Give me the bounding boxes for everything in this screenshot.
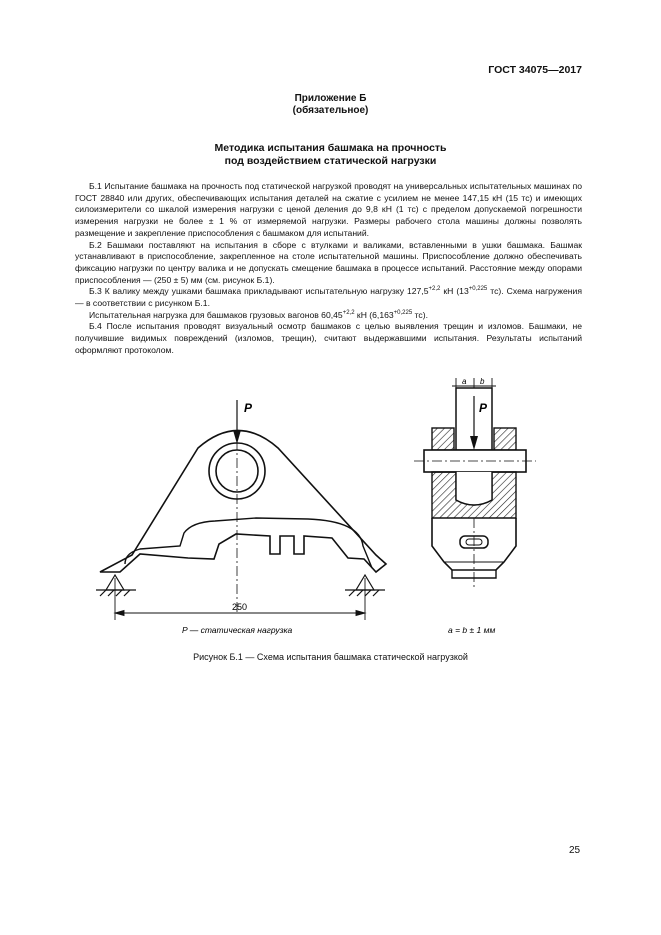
tolerance-sup: +0,225 <box>468 286 488 293</box>
shoe-outline <box>100 431 386 573</box>
paragraph-b3 <box>75 286 582 309</box>
shoe-side-section <box>414 377 536 590</box>
annex-status: (обязательное) <box>292 105 369 116</box>
force-label-right: P <box>479 401 488 415</box>
section-title-line-2: под воздействием статической нагрузки <box>224 155 437 167</box>
test-scheme-drawing <box>80 368 540 648</box>
dimension-250 <box>115 578 365 620</box>
paragraph-b3-text: Б.3 К валику между ушками башмака прикладывают испытательную нагрузку 127,5 <box>89 286 429 297</box>
paragraph-load-text: Испытательная нагрузка для башмаков грузовых вагонов 60,45 <box>89 309 343 320</box>
paragraph-load-text: кН (6,163 <box>354 309 394 320</box>
annex-title: Приложение Б <box>294 93 367 104</box>
section-title-line-1: Методика испытания башмака на прочность <box>214 142 447 154</box>
paragraph-b3-text: тс). Схема нагружения — в соответствии с рисунком Б.1. <box>75 286 582 309</box>
document-code: ГОСТ 34075—2017 <box>488 64 582 76</box>
section-title <box>0 142 661 168</box>
left-legend: P — статическая нагрузка <box>182 625 293 635</box>
tolerance-sup: +2,2 <box>428 286 441 293</box>
paragraph-b1: Б.1 Испытание башмака на прочность под статической нагрузкой проводят на универсальных испытательных машинах по ГОСТ 28840 или других, обеспечивающих испытания деталей на сжатие с усилием не менее 147,15 кН (15 тс) и имеющих силоизмерители со шкалой измерения нагрузки с ценой деления до 9,8 кН (1 тс) с пределом допускаемой погрешности измерения нагрузки не более ± 1 % от измеряемой нагрузки. Размеры рабочего стола машины должны позволять размещение и закрепление приспособления с башмаком для испытаний. <box>75 181 582 238</box>
right-legend: a = b ± 1 мм <box>448 625 496 635</box>
figure-caption: Рисунок Б.1 — Схема испытания башмака статической нагрузкой <box>193 652 468 662</box>
dim-a-label: a <box>462 377 467 386</box>
tolerance-sup: +0,225 <box>393 309 413 316</box>
figure-b1 <box>80 368 540 653</box>
paragraph-load <box>75 310 582 322</box>
force-label-left: P <box>244 401 253 415</box>
page-number: 25 <box>569 845 581 856</box>
body-text <box>75 181 582 357</box>
shoe-front-view <box>100 431 386 573</box>
paragraph-b3-text: кН (13 <box>440 286 469 297</box>
paragraph-b4: Б.4 После испытания проводят визуальный осмотр башмаков с целью выявления трещин и изломов. Башмаки, не получившие видимых повреждений (изломов, трещин), считают выдержавшими испытания. Результаты испытаний оформляют протоколом. <box>75 321 582 355</box>
paragraph-b2: Б.2 Башмаки поставляют на испытания в сборе с втулками и валиками, вставленными в ушки башмака. Башмак устанавливают в приспособление, закрепленное на столе испытательной машины. Приспособление должно обеспечивать фиксацию нагрузки по центру валика и не допускать смещение башмака в процессе испытаний. Расстояние между опорами приспособления — (250 ± 5) мм (см. рисунок Б.1). <box>75 239 582 285</box>
dimension-label: 250 <box>232 602 248 612</box>
dim-b-label: b <box>480 377 485 386</box>
paragraph-load-text: тс). <box>412 309 428 320</box>
support-left <box>96 575 136 596</box>
tolerance-sup: +2,2 <box>342 309 355 316</box>
annex-heading <box>0 93 661 117</box>
